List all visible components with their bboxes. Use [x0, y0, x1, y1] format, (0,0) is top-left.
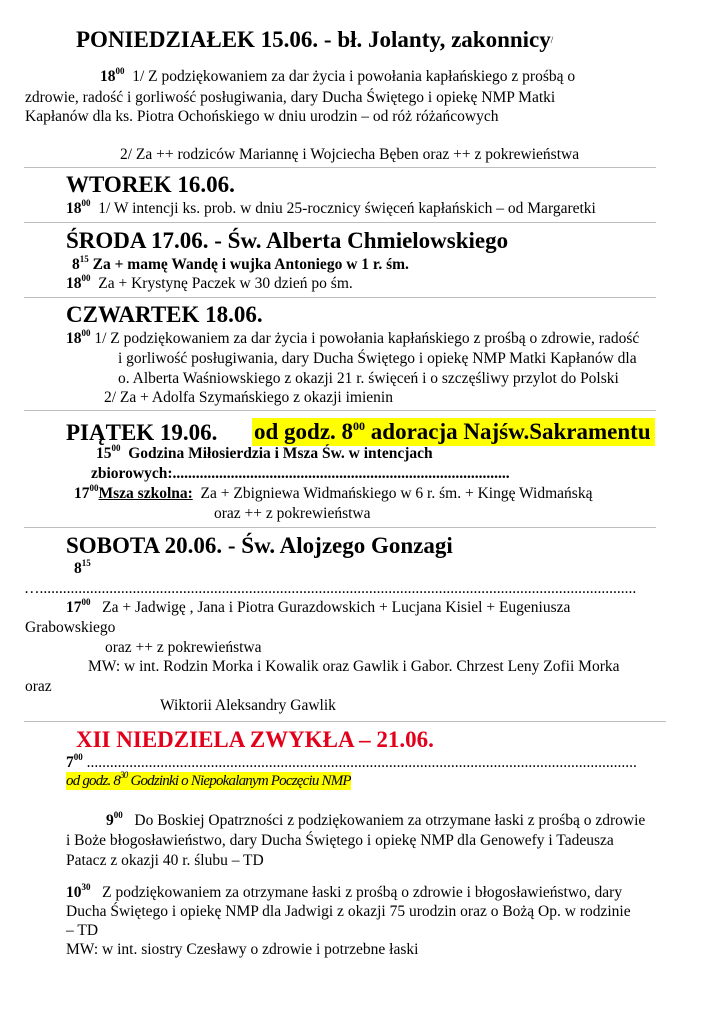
monday-mass-1-line-3: Kapłanów dla ks. Piotra Ochońskiego w dniu urodzin – od róż różańcowych [25, 108, 499, 125]
sunday-mass-1: $7^{00}$ .............................................................................................................................................. [66, 752, 637, 771]
mass-time: $18^{00}$ [66, 328, 91, 347]
mass-time: $18^{00}$ [100, 66, 125, 85]
thursday-mass-1-line-2: i gorliwość posługiwania, dary Ducha Świętego i opiekę NMP Matki Kapłanów dla [118, 350, 637, 367]
divider [24, 297, 656, 298]
sunday-mass-3-line-3: – TD [66, 922, 99, 939]
sunday-mass-2-line-3: Patacz z okazji 40 r. ślubu – TD [66, 852, 264, 869]
mass-time: $9^{00}$ [106, 810, 123, 829]
mass-time: $10^{30}$ [66, 882, 91, 901]
friday-mass-1-line-1: $15^{00}$ Godzina Miłosierdzia i Msza Św. w intencjach [96, 443, 433, 462]
mass-time: $17^{00}$ [66, 597, 91, 616]
tuesday-mass-1: $18^{00}$ 1/ W intencji ks. prob. w dniu 25-rocznicy święceń kapłańskich – od Margaretki [66, 198, 596, 217]
friday-mass-1-line-2: zbiorowych:....................................................................................... [91, 465, 510, 482]
thursday-mass-1-line-1: $18^{00}$ 1/ Z podziękowaniem za dar życia i powołania kapłańskiego z prośbą o zdrowie, radość [66, 328, 640, 347]
sunday-mass-3-line-4: MW: w int. siostry Czesławy o zdrowie i potrzebne łaski [66, 941, 419, 958]
tuesday-heading: WTOREK 16.06. [66, 172, 235, 197]
sunday-mass-3-line-1: $10^{30}$ Z podziękowaniem za otrzymane łaski z prośbą o zdrowie i błogosławieństwo, dary [66, 882, 623, 901]
thursday-mass-1-line-3: o. Alberta Waśniowskiego z okazji 21 r. święceń i o szczęśliwy przylot do Polski [118, 370, 619, 387]
saturday-mass-2-line-2: Grabowskiego [25, 619, 116, 636]
friday-heading: PIĄTEK 19.06. [66, 420, 218, 445]
saturday-mass-2-line-1: $17^{00}$ Za + Jadwigę , Jana i Piotra Gurazdowskich + Lucjana Kisiel + Eugeniusza [66, 597, 571, 616]
divider [24, 410, 656, 411]
sunday-mass-2-line-1: $9^{00}$ Do Boskiej Opatrzności z podziękowaniem za otrzymane łaski z prośbą o zdrowie [106, 810, 646, 829]
sunday-godzinki-highlight: od godz. $8^{30}$ Godzinki o Niepokalanym Poczęciu NMP [66, 770, 351, 789]
divider [24, 222, 656, 223]
saturday-mass-2-line-6: Wiktorii Aleksandry Gawlik [160, 697, 336, 714]
wednesday-mass-2: $18^{00}$ Za + Krystynę Paczek w 30 dzień po śm. [66, 273, 353, 292]
sunday-mass-2-line-2: i Boże błogosławieństwo, dary Ducha Świętego i opiekę NMP dla Genowefy i Tadeusza [66, 832, 614, 849]
mass-time: $18^{00}$ [66, 198, 91, 217]
friday-mass-2-line-1: $17^{00}Msza$ szkolna: Za + Zbigniewa Widmańskiego w 6 r. śm. + Kingę Widmańską [74, 483, 593, 502]
friday-mass-2-line-2: oraz ++ z pokrewieństwa [214, 505, 371, 522]
saturday-heading: SOBOTA 20.06. - Św. Alojzego Gonzagi [66, 533, 453, 558]
mass-time: $15^{00}$ [96, 443, 121, 462]
mass-time: $17^{00}$ [74, 483, 99, 502]
thursday-mass-2: 2/ Za + Adolfa Szymańskiego z okazji imienin [104, 389, 393, 406]
saturday-mass-2-line-5: oraz [25, 678, 52, 695]
school-mass-label: Msza szkolna: [98, 485, 193, 502]
monday-mass-2: 2/ Za ++ rodziców Mariannę i Wojciecha Bęben oraz ++ z pokrewieństwa [120, 146, 580, 163]
divider [24, 527, 656, 528]
wednesday-heading: ŚRODA 17.06. - Św. Alberta Chmielowskiego [66, 228, 509, 253]
divider [24, 721, 666, 722]
monday-heading: PONIEDZIAŁEK 15.06. - bł. Jolanty, zakonnicy/ [76, 27, 554, 52]
wednesday-mass-1: $8^{15}$ Za + mamę Wandę i wujka Antoniego w 1 r. śm. [72, 254, 409, 273]
divider [24, 167, 656, 168]
thursday-heading: CZWARTEK 18.06. [66, 302, 263, 327]
saturday-mass-2-line-4: MW: w int. Rodzin Morka i Kowalik oraz Gawlik i Gabor. Chrzest Leny Zofii Morka [88, 658, 620, 675]
mass-time: $7^{00}$ [66, 752, 83, 771]
mass-time: $8^{15}$ [72, 254, 89, 273]
sunday-heading: XII NIEDZIELA ZWYKŁA – 21.06. [76, 727, 434, 752]
friday-adoration-highlight: od godz. $8^{00}$ adoracja Najśw.Sakramentu [252, 418, 655, 446]
sunday-mass-3-line-2: Ducha Świętego i opiekę NMP dla Jadwigi z okazji 75 urodzin oraz o Bożą Op. w rodzinie [66, 903, 631, 920]
saturday-mass-2-line-3: oraz ++ z pokrewieństwa [105, 639, 262, 656]
mass-time: $18^{00}$ [66, 273, 91, 292]
monday-mass-1-line-2: zdrowie, radość i gorliwość posługiwania, dary Ducha Świętego i opiekę NMP Matki [25, 89, 556, 106]
saturday-mass-1: $8^{15}$ [74, 558, 91, 577]
saturday-dotted-line: ….......................................................................................................................................................... [24, 580, 637, 597]
monday-mass-1-line-1: $18^{00}$ 1/ Z podziękowaniem za dar życia i powołania kapłańskiego z prośbą o [100, 66, 576, 85]
